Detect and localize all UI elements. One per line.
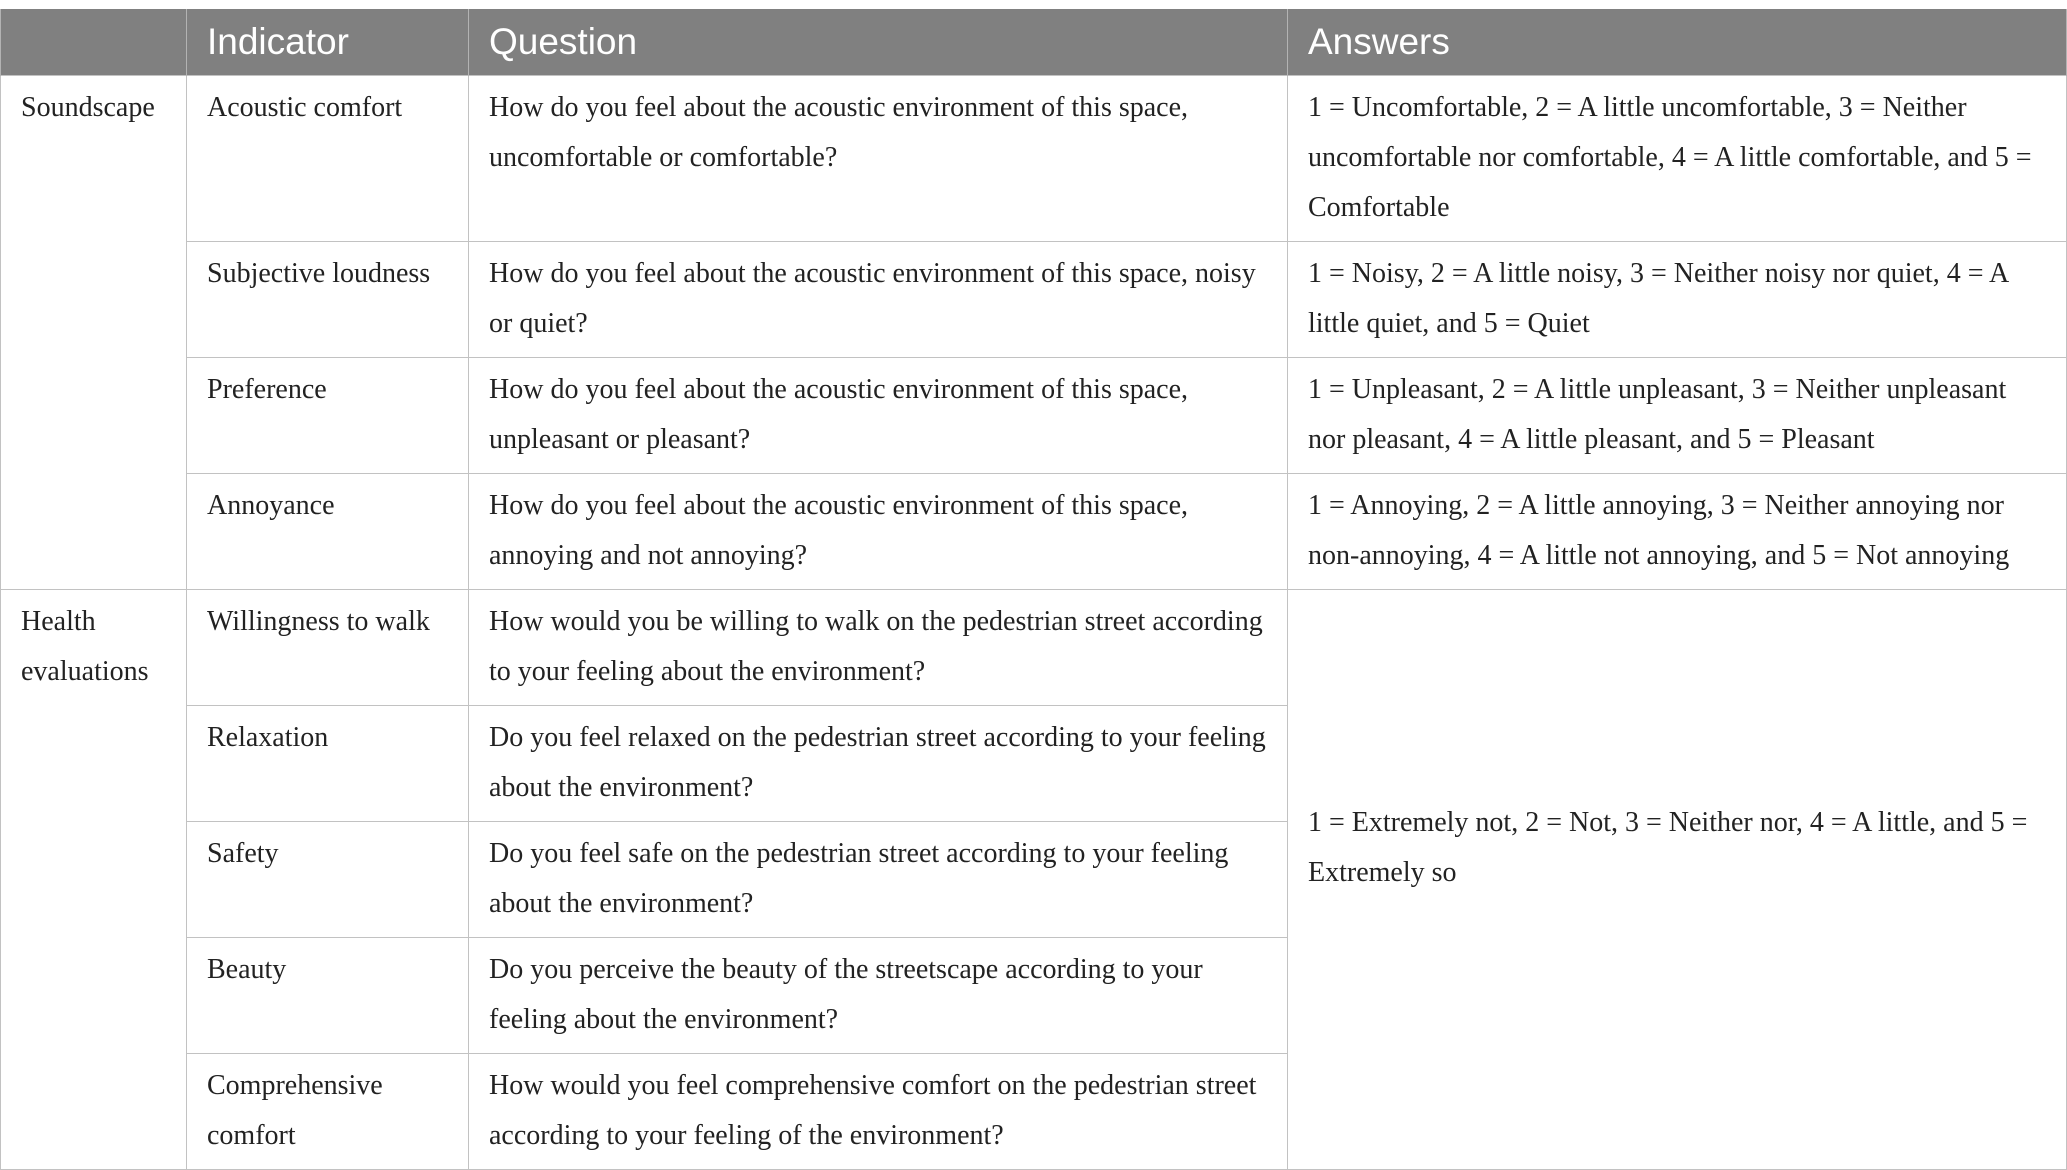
category-cell: Soundscape [1,75,187,589]
table-row [1,241,2067,357]
table-row [1,589,2067,705]
answer-cell: 1 = Noisy, 2 = A little noisy, 3 = Neither noisy nor quiet, 4 = A little quiet, and 5 = Quiet [1288,241,2067,357]
indicator-cell: Acoustic comfort [187,75,469,241]
table-header [1,9,2067,75]
header-question: Question [469,9,1288,75]
question-cell: Do you feel safe on the pedestrian street according to your feeling about the environment? [469,821,1288,937]
indicator-cell: Comprehensive comfort [187,1053,469,1169]
header-indicator: Indicator [187,9,469,75]
table-row [1,357,2067,473]
question-cell: Do you feel relaxed on the pedestrian street according to your feeling about the environment? [469,705,1288,821]
answer-cell: 1 = Uncomfortable, 2 = A little uncomfortable, 3 = Neither uncomfortable nor comfortable, 4 = A little comfortable, and 5 = Comfortable [1288,75,2067,241]
survey-table [0,9,2067,1170]
table-row [1,473,2067,589]
table-row [1,75,2067,241]
shared-answer-cell: 1 = Extremely not, 2 = Not, 3 = Neither nor, 4 = A little, and 5 = Extremely so [1288,589,2067,1169]
header-category [1,9,187,75]
question-cell: Do you perceive the beauty of the streetscape according to your feeling about the environment? [469,937,1288,1053]
question-cell: How would you be willing to walk on the pedestrian street according to your feeling about the environment? [469,589,1288,705]
question-cell: How do you feel about the acoustic environment of this space, noisy or quiet? [469,241,1288,357]
answer-cell: 1 = Annoying, 2 = A little annoying, 3 = Neither annoying nor non-annoying, 4 = A little not annoying, and 5 = Not annoying [1288,473,2067,589]
question-cell: How do you feel about the acoustic environment of this space, unpleasant or pleasant? [469,357,1288,473]
header-answers: Answers [1288,9,2067,75]
indicator-cell: Subjective loudness [187,241,469,357]
header-row [1,9,2067,75]
survey-table-container [0,9,2066,1170]
indicator-cell: Beauty [187,937,469,1053]
indicator-cell: Safety [187,821,469,937]
question-cell: How do you feel about the acoustic environment of this space, annoying and not annoying? [469,473,1288,589]
answer-cell: 1 = Unpleasant, 2 = A little unpleasant, 3 = Neither unpleasant nor pleasant, 4 = A little pleasant, and 5 = Pleasant [1288,357,2067,473]
indicator-cell: Willingness to walk [187,589,469,705]
table-body [1,75,2067,1169]
indicator-cell: Annoyance [187,473,469,589]
category-cell: Health evaluations [1,589,187,1169]
question-cell: How do you feel about the acoustic environment of this space, uncomfortable or comfortable? [469,75,1288,241]
question-cell: How would you feel comprehensive comfort on the pedestrian street according to your feeling of the environment? [469,1053,1288,1169]
indicator-cell: Preference [187,357,469,473]
indicator-cell: Relaxation [187,705,469,821]
